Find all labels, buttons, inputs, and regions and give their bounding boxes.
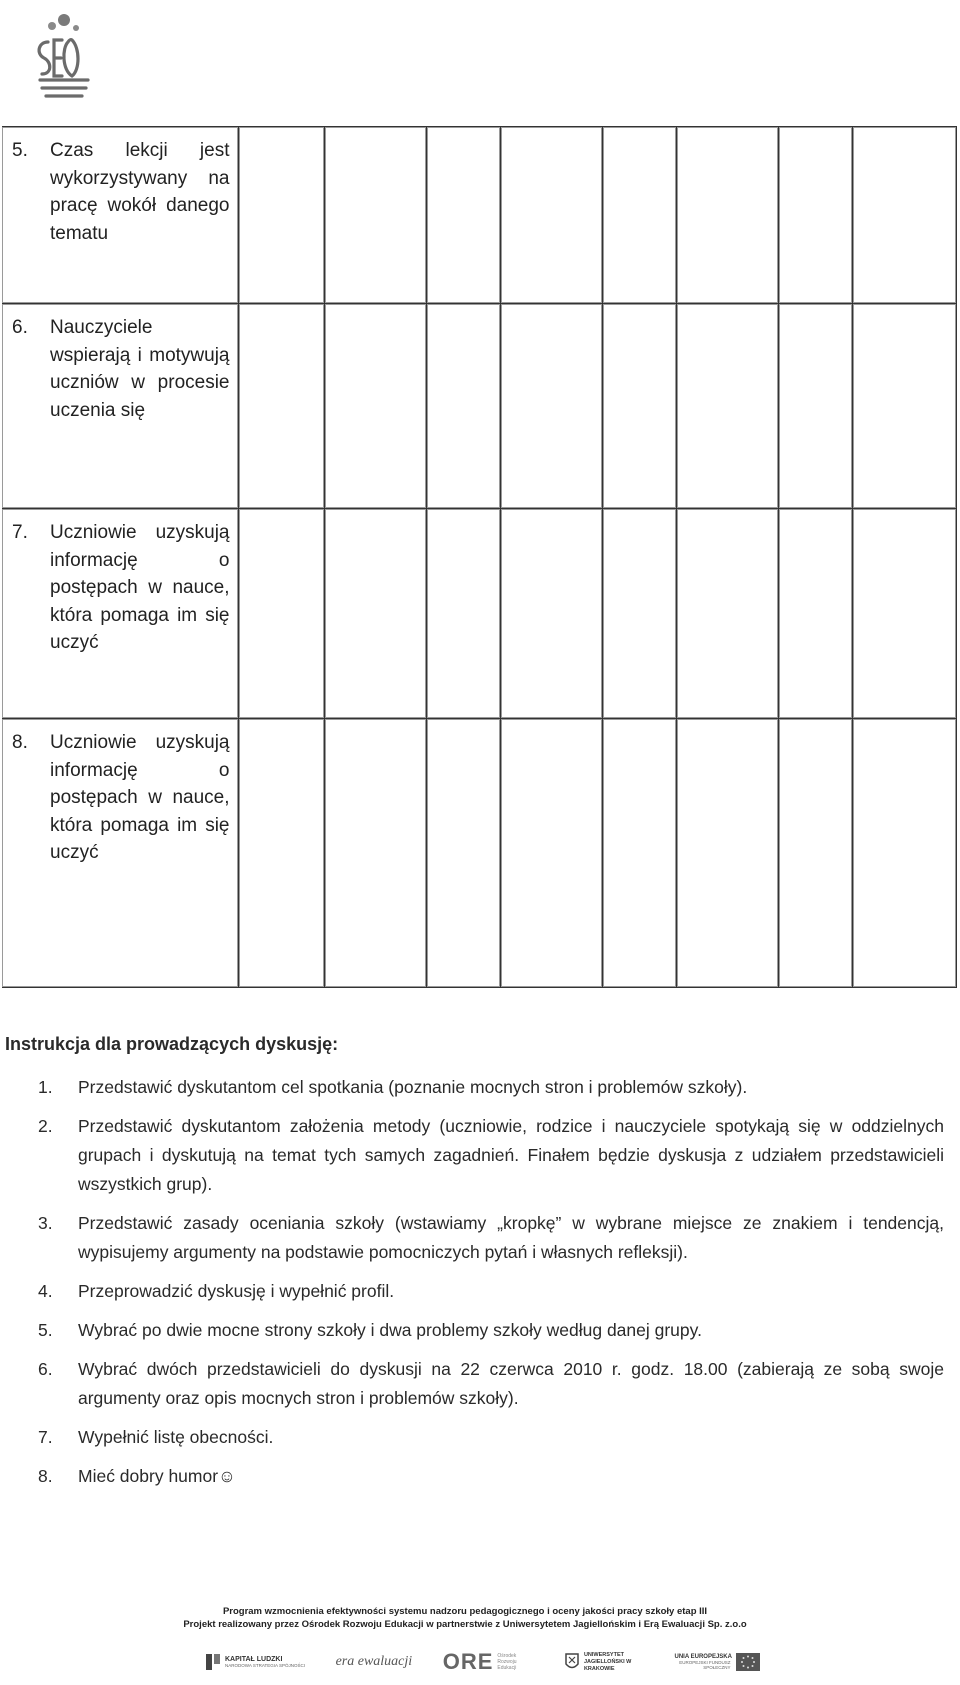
instruction-text: Przedstawić dyskutantom cel spotkania (poznanie mocnych stron i problemów szkoły). bbox=[78, 1077, 748, 1097]
rating-cell[interactable] bbox=[324, 127, 426, 304]
rating-cell[interactable] bbox=[852, 127, 956, 304]
instruction-text: Wypełnić listę obecności. bbox=[78, 1427, 274, 1447]
rating-cell[interactable] bbox=[500, 127, 602, 304]
instruction-item bbox=[0, 1355, 960, 1413]
footer-project-line: Projekt realizowany przez Ośrodek Rozwoju Edukacji w partnerstwie z Uniwersytetem Jagiellońskim i Erą Ewaluacji Sp. z.o.o bbox=[183, 1619, 747, 1630]
rating-cell[interactable] bbox=[852, 719, 956, 988]
instruction-item bbox=[0, 1316, 960, 1345]
criteria-row bbox=[2, 509, 956, 719]
rating-cell[interactable] bbox=[426, 127, 500, 304]
era-ewaluacji-logo bbox=[336, 1654, 413, 1670]
ue-title: UNIA EUROPEJSKA bbox=[674, 1654, 732, 1660]
ue-logo bbox=[675, 1653, 760, 1671]
rating-cell[interactable] bbox=[500, 509, 602, 719]
instruction-item bbox=[0, 1277, 960, 1306]
kapital-ludzki-icon bbox=[205, 1653, 221, 1671]
uj-text: UNIWERSYTET JAGIELLOŃSKI W KRAKOWIE bbox=[583, 1651, 632, 1672]
instruction-item bbox=[0, 1423, 960, 1452]
instruction-item bbox=[0, 1462, 960, 1491]
criterion-text: Czas lekcji jest wykorzystywany na pracę wokół danego tematu bbox=[50, 140, 230, 244]
rating-cell[interactable] bbox=[238, 304, 324, 509]
rating-cell[interactable] bbox=[852, 304, 956, 509]
rating-cell[interactable] bbox=[426, 719, 500, 988]
rating-cell[interactable] bbox=[778, 304, 852, 509]
rating-cell[interactable] bbox=[778, 719, 852, 988]
rating-cell[interactable] bbox=[324, 304, 426, 509]
instruction-text: Wybrać dwóch przedstawicieli do dyskusji na 22 czerwca 2010 r. godz. 18.00 (zabierają ze sobą swoje argumenty oraz opis mocnych stron i problemów szkoły). bbox=[78, 1359, 944, 1408]
criterion-number: 6. bbox=[12, 317, 28, 338]
footer bbox=[0, 1605, 960, 1631]
eu-flag-icon bbox=[736, 1653, 760, 1671]
rating-cell[interactable] bbox=[602, 719, 676, 988]
instruction-number: 2. bbox=[38, 1116, 53, 1136]
instruction-text: Wybrać po dwie mocne strony szkoły i dwa problemy szkoły według danej grupy. bbox=[78, 1320, 702, 1340]
instructions-list bbox=[0, 1073, 960, 1491]
kl-subtitle: NARODOWA STRATEGIA SPÓJNOŚCI bbox=[225, 1663, 306, 1668]
instruction-item bbox=[0, 1073, 960, 1102]
criterion-number: 8. bbox=[12, 732, 28, 753]
rating-cell[interactable] bbox=[324, 509, 426, 719]
criterion-text: Nauczyciele wspierają i motywują uczniów w procesie uczenia się bbox=[50, 317, 230, 421]
rating-cell[interactable] bbox=[426, 304, 500, 509]
rating-cell[interactable] bbox=[676, 304, 778, 509]
instruction-text: Przedstawić zasady oceniania szkoły (wstawiamy „kropkę” w wybrane miejsce ze znakiem i tendencją, wypisujemy argumenty na podstawie pomocniczych pytań i własnych refleksji). bbox=[78, 1213, 944, 1262]
instruction-number: 6. bbox=[38, 1359, 53, 1379]
criterion-cell bbox=[2, 509, 238, 719]
rating-cell[interactable] bbox=[238, 719, 324, 988]
rating-cell[interactable] bbox=[500, 304, 602, 509]
rating-cell[interactable] bbox=[676, 509, 778, 719]
criteria-row bbox=[2, 719, 956, 988]
rating-cell[interactable] bbox=[676, 127, 778, 304]
ore-text: ORE bbox=[442, 1649, 494, 1674]
footer-program-line: Program wzmocnienia efektywności systemu nadzoru pedagogicznego i oceny jakości pracy szkoły etap III bbox=[222, 1606, 708, 1617]
rating-cell[interactable] bbox=[602, 304, 676, 509]
rating-cell[interactable] bbox=[500, 719, 602, 988]
criterion-text: Uczniowie uzyskują informację o postępach w nauce, która pomaga im się uczyć bbox=[50, 522, 230, 653]
criterion-number: 7. bbox=[12, 522, 28, 543]
rating-cell[interactable] bbox=[602, 509, 676, 719]
rating-cell[interactable] bbox=[778, 127, 852, 304]
rating-cell[interactable] bbox=[238, 509, 324, 719]
criterion-text: Uczniowie uzyskują informację o postępach w nauce, która pomaga im się uczyć bbox=[50, 732, 230, 863]
rating-cell[interactable] bbox=[852, 509, 956, 719]
rating-cell[interactable] bbox=[426, 509, 500, 719]
instruction-number: 7. bbox=[38, 1427, 53, 1447]
instruction-text: Przeprowadzić dyskusję i wypełnić profil. bbox=[78, 1281, 395, 1301]
instruction-number: 1. bbox=[38, 1077, 53, 1097]
rating-cell[interactable] bbox=[602, 127, 676, 304]
criterion-cell bbox=[2, 719, 238, 988]
instruction-item bbox=[0, 1112, 960, 1199]
uj-logo bbox=[564, 1652, 644, 1673]
instruction-number: 8. bbox=[38, 1466, 53, 1486]
instruction-number: 5. bbox=[38, 1320, 53, 1340]
instruction-number: 3. bbox=[38, 1213, 53, 1233]
instruction-item bbox=[0, 1209, 960, 1267]
instruction-number: 4. bbox=[38, 1281, 53, 1301]
rating-cell[interactable] bbox=[324, 719, 426, 988]
instructions-section bbox=[0, 1032, 960, 1491]
kl-title: KAPITAŁ LUDZKI bbox=[225, 1656, 283, 1663]
criterion-number: 5. bbox=[12, 140, 28, 161]
criteria-row bbox=[2, 127, 956, 304]
rating-cell[interactable] bbox=[676, 719, 778, 988]
criteria-row bbox=[2, 304, 956, 509]
uj-crest-icon bbox=[564, 1652, 580, 1672]
ue-subtitle: EUROPEJSKI FUNDUSZ SPOŁECZNY bbox=[679, 1660, 731, 1670]
kapital-ludzki-logo bbox=[205, 1653, 305, 1671]
instruction-text: Przedstawić dyskutantom założenia metody (uczniowie, rodzice i nauczyciele spotykają się w oddzielnych grupach i dyskutują na temat tych samych zagadnień. Finałem będzie dyskusja z udziałem przedstawicieli wszystkich grup). bbox=[78, 1116, 944, 1194]
rating-cell[interactable] bbox=[238, 127, 324, 304]
criteria-table bbox=[2, 126, 957, 988]
criterion-cell bbox=[2, 127, 238, 304]
instruction-text: Mieć dobry humor☺ bbox=[78, 1466, 236, 1486]
rating-cell[interactable] bbox=[778, 509, 852, 719]
partner-logos bbox=[205, 1646, 760, 1678]
era-ewaluacji-text: era ewaluacji bbox=[335, 1654, 413, 1669]
ore-logo bbox=[443, 1649, 534, 1675]
ore-subtitle: Ośrodek Rozwoju Edukacji bbox=[497, 1653, 517, 1671]
instructions-heading: Instrukcja dla prowadzących dyskusję: bbox=[5, 1034, 339, 1054]
criterion-cell bbox=[2, 304, 238, 509]
seo-logo bbox=[28, 8, 100, 108]
